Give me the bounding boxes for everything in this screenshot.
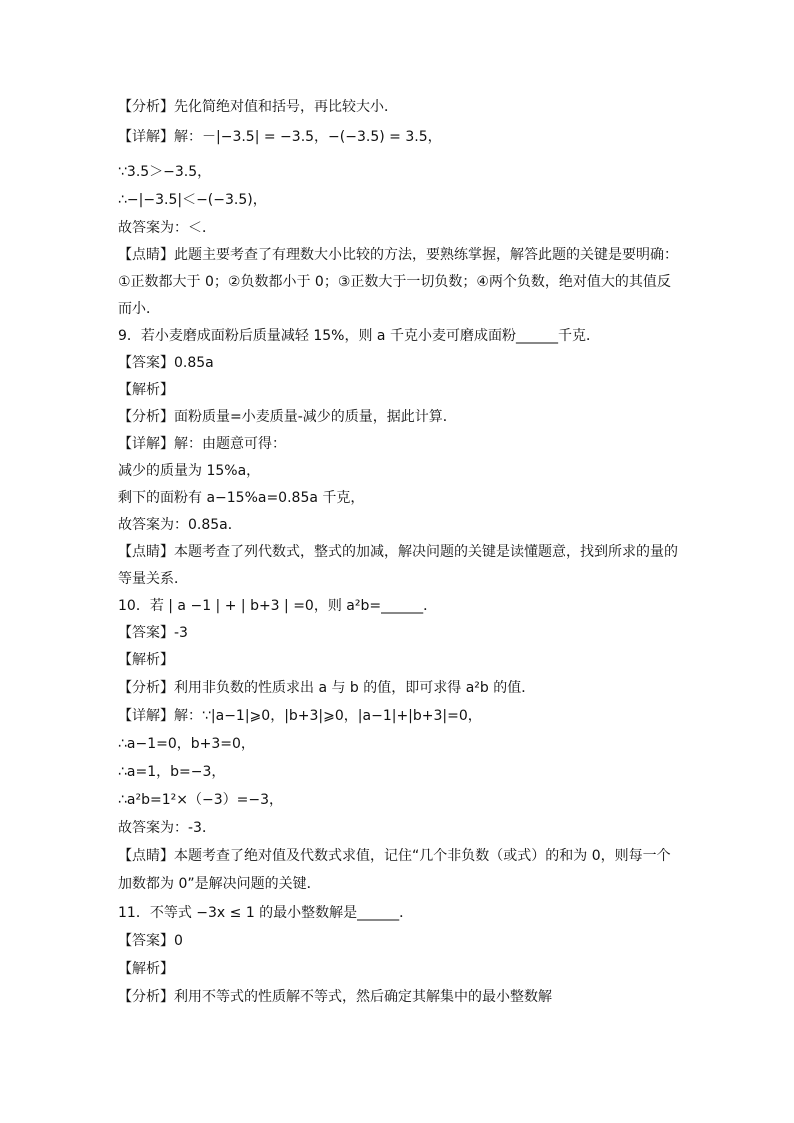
question-11: 11．不等式 −3x ≤ 1 的最小整数解是______． — [118, 905, 414, 921]
solution-heading: 【解析】 — [118, 961, 174, 977]
detail-line: 【详解】解：∵|a−1|⩾0，|b+3|⩾0，|a−1|+|b+3|=0， — [118, 708, 482, 724]
remark-line: 而小． — [118, 301, 160, 317]
question-9: 9．若小麦磨成面粉后质量减轻 15%，则 a 千克小麦可磨成面粉______千克． — [118, 328, 600, 344]
answer-line: 故答案为：0.85a． — [118, 517, 242, 533]
analysis-line: 【分析】先化简绝对值和括号，再比较大小． — [118, 99, 398, 115]
answer-line: 故答案为：＜． — [118, 220, 216, 236]
therefore-line: ∴−|−3.5|＜−(−3.5)， — [118, 192, 267, 208]
detail-line: 【详解】解：－|−3.5| = −3.5，−(−3.5) = 3.5， — [118, 129, 442, 145]
therefore-line: ∴a=1，b=−3， — [118, 764, 226, 780]
analysis-line: 【分析】利用非负数的性质求出 a 与 b 的值，即可求得 a²b 的值． — [118, 680, 536, 696]
analysis-line: 【分析】利用不等式的性质解不等式，然后确定其解集中的最小整数解 — [118, 989, 552, 1005]
remark-line: 加数都为 0”是解决问题的关键． — [118, 876, 321, 892]
solution-heading: 【解析】 — [118, 652, 174, 668]
question-10: 10．若 | a −1 | + | b+3 | =0，则 a²b=______． — [118, 598, 438, 614]
solution-heading: 【解析】 — [118, 382, 174, 398]
work-line: 剩下的面粉有 a−15%a=0.85a 千克， — [118, 490, 365, 506]
remark-line: ①正数都大于 0；②负数都小于 0；③正数大于一切负数；④两个负数，绝对值大的其值反 — [118, 274, 671, 290]
detail-line: 【详解】解：由题意可得： — [118, 436, 286, 452]
analysis-line: 【分析】面粉质量=小麦质量-减少的质量，据此计算． — [118, 409, 457, 425]
because-line: ∵3.5＞−3.5， — [118, 164, 212, 180]
therefore-line: ∴a−1=0，b+3=0， — [118, 736, 255, 752]
remark-line: 等量关系． — [118, 571, 188, 587]
remark-line: 【点睛】此题主要考查了有理数大小比较的方法，要熟练掌握，解答此题的关键是要明确： — [118, 247, 678, 263]
remark-line: 【点睛】本题考查了绝对值及代数式求值，记住“几个非负数（或式）的和为 0，则每一个 — [118, 848, 671, 864]
work-line: 减少的质量为 15%a， — [118, 463, 261, 479]
answer-heading: 【答案】0.85a — [118, 355, 214, 371]
remark-line: 【点睛】本题考查了列代数式，整式的加减，解决问题的关键是读懂题意，找到所求的量的 — [118, 544, 678, 560]
answer-heading: 【答案】-3 — [118, 625, 188, 641]
therefore-line: ∴a²b=1²×（−3）=−3， — [118, 792, 283, 808]
answer-line: 故答案为：-3． — [118, 820, 216, 836]
answer-heading: 【答案】0 — [118, 933, 183, 949]
